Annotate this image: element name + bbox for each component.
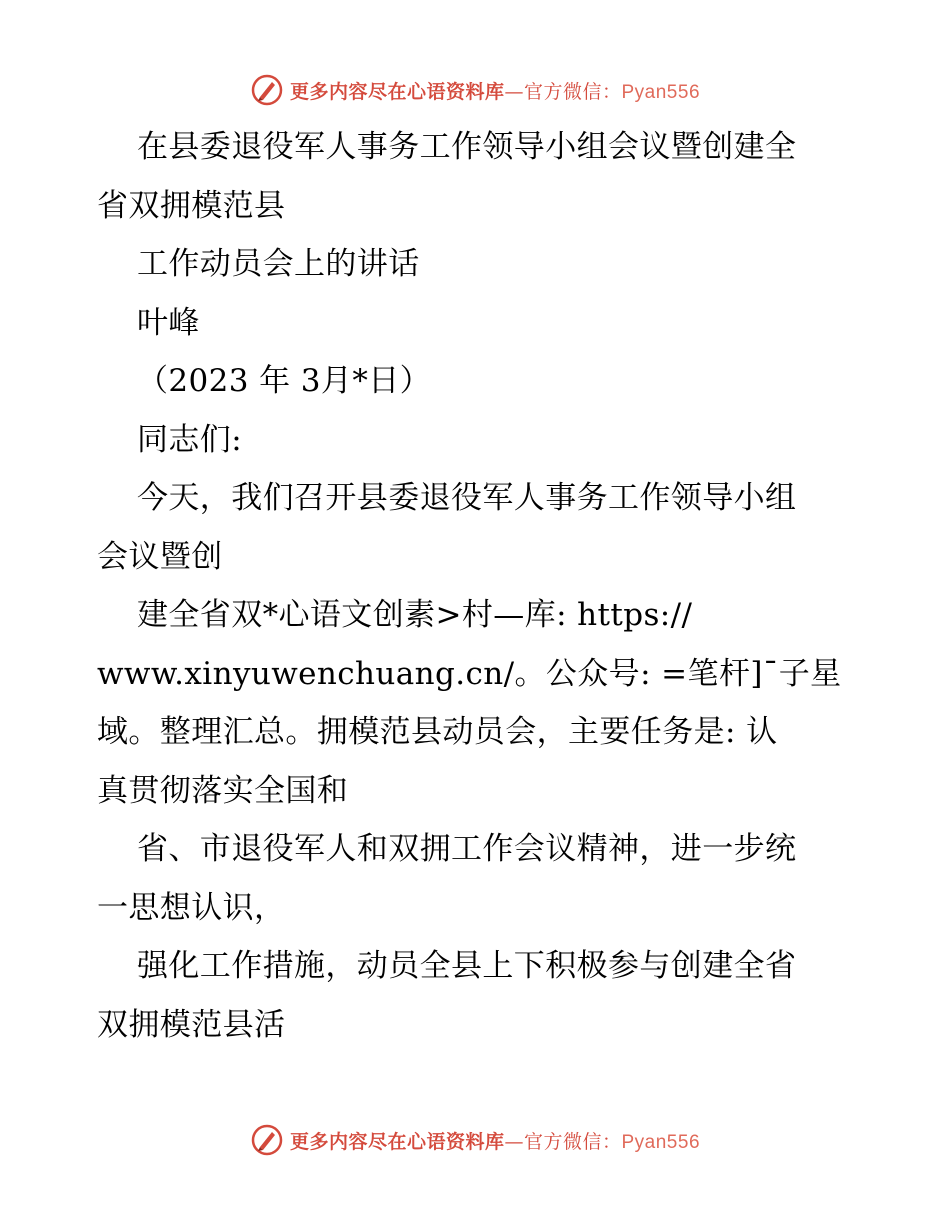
- paragraph-line: 域。整理汇总。拥模范县动员会，主要任务是: 认: [97, 714, 778, 750]
- watermark-label: —官方微信：: [504, 1130, 622, 1153]
- paragraph-line: 建全省双*心语文创素>村—库: https://: [137, 597, 693, 633]
- watermark-label: —官方微信：: [504, 80, 622, 103]
- watermark-header: [0, 70, 950, 110]
- quill-logo-icon: [250, 1123, 284, 1157]
- title-line-2: 省双拥模范县: [97, 187, 286, 224]
- title-line-3: 工作动员会上的讲话: [137, 246, 420, 282]
- watermark-text: [290, 1127, 700, 1154]
- paragraph-line: www.xinyuwenchuang.cn/。公众号: =笔杆]¯子星: [97, 655, 842, 692]
- watermark-handle: Pyan556: [621, 81, 701, 103]
- paragraph-line: 一思想认识，: [97, 889, 286, 926]
- watermark-footer: [0, 1120, 950, 1160]
- title-line-1: 在县委退役军人事务工作领导小组会议暨创建全: [137, 129, 797, 165]
- paragraph-line: 双拥模范县活: [97, 1006, 286, 1043]
- watermark-brand: 更多内容尽在心语资料库: [289, 80, 505, 103]
- paragraph-line: 今天，我们召开县委退役军人事务工作领导小组: [137, 480, 797, 516]
- watermark-handle: Pyan556: [621, 1131, 701, 1153]
- paragraph-line: 会议暨创: [97, 538, 223, 575]
- quill-logo-icon: [250, 73, 284, 107]
- document-body: [97, 118, 857, 1054]
- paragraph-line: 强化工作措施，动员全县上下积极参与创建全省: [137, 948, 797, 984]
- speech-date: （2023 年 3月*日）: [137, 363, 432, 399]
- paragraph-line: 真贯彻落实全国和: [97, 772, 349, 809]
- salutation: 同志们:: [137, 421, 243, 458]
- author-name: 叶峰: [137, 304, 200, 341]
- paragraph-line: 省、市退役军人和双拥工作会议精神，进一步统: [137, 831, 797, 867]
- watermark-brand: 更多内容尽在心语资料库: [289, 1130, 505, 1153]
- watermark-text: [290, 77, 700, 104]
